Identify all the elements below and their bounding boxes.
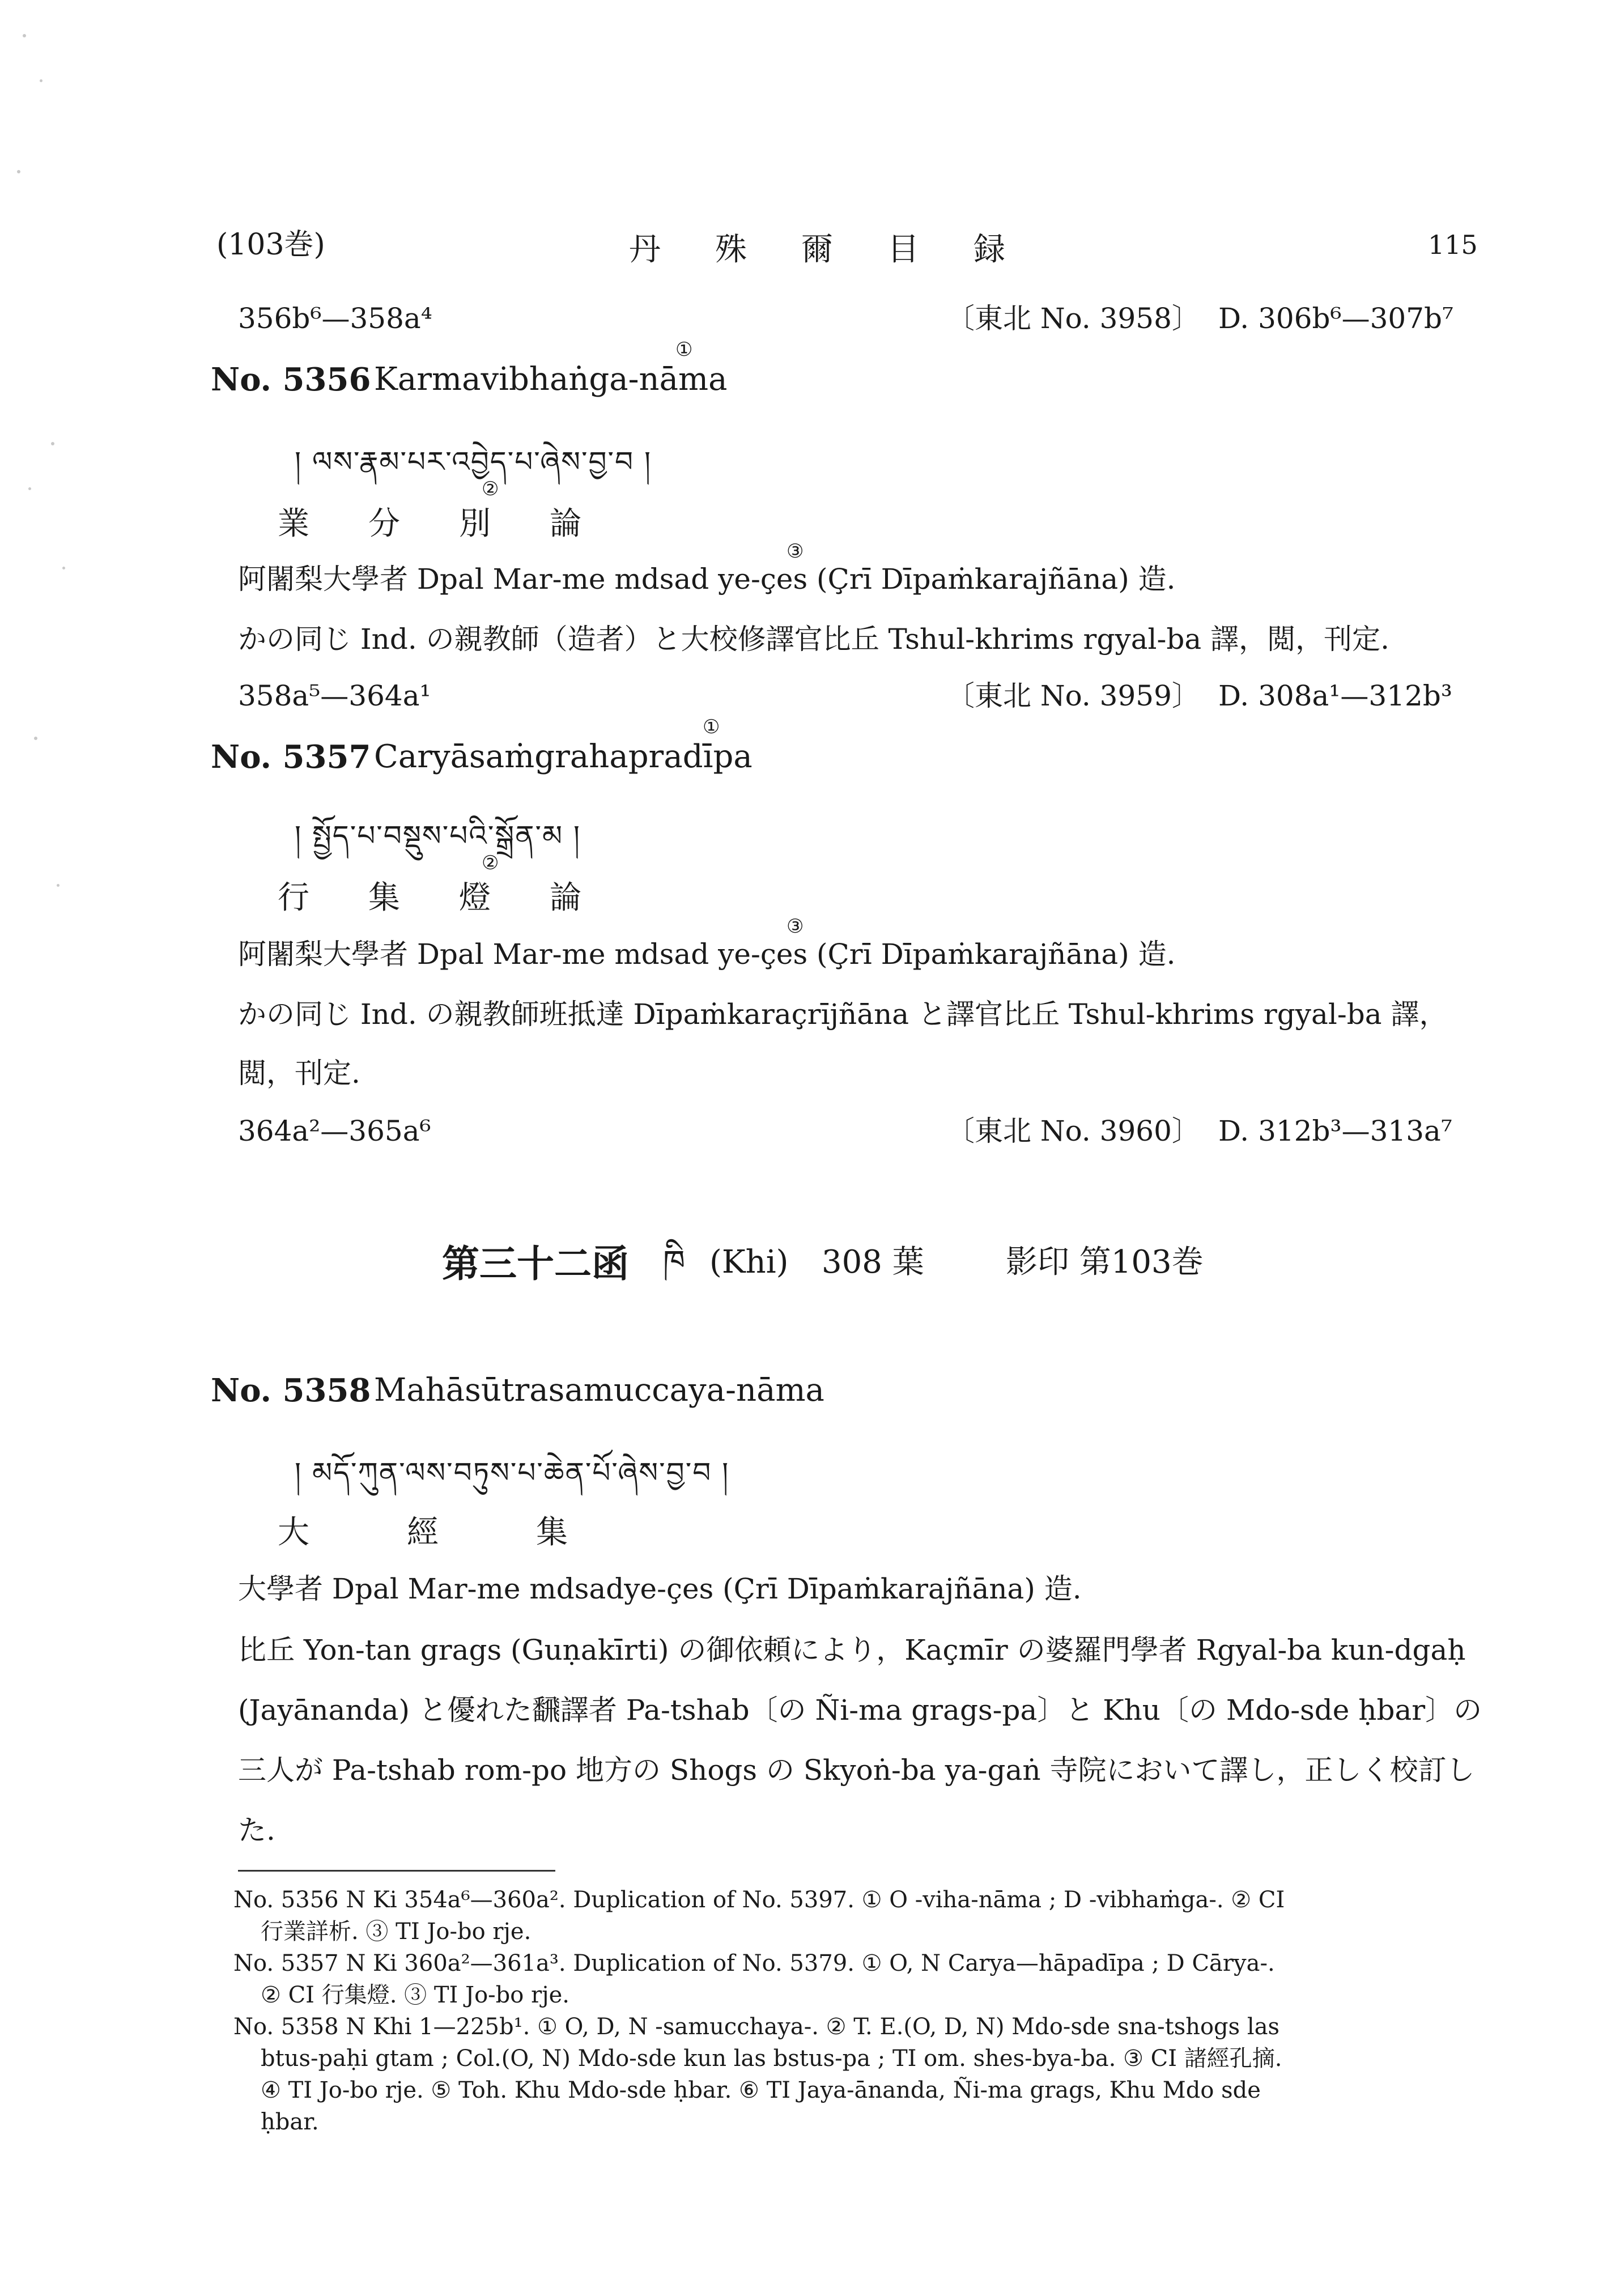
footnote-rule xyxy=(238,1870,555,1872)
header-volume: (103巻) xyxy=(216,228,325,262)
entry-number: No. 5357 xyxy=(211,738,371,776)
footnote-line: ④ TI Jo-bo rje. ⑤ Toh. Khu Mdo-sde ḥbar. ⑥ TI Jaya-ānanda, Ñi-ma grags, Khu Mdo sde xyxy=(261,2077,1261,2103)
author-line: 大學者 Dpal Mar-me mdsadye-çes (Çrī Dīpaṁkarajñāna) 造. xyxy=(238,1572,1082,1605)
tibetan-title: ། མདོ་ཀུན་ལས་བཏུས་པ་ཆེན་པོ་ཞེས་བྱ་བ ། xyxy=(295,1456,730,1489)
author-line: 阿闍梨大學者 Dpal Mar-me mdsad ye-çes (Çrī Dīpaṁkarajñāna) 造. xyxy=(238,563,1176,596)
folio-ref: 358a⁵—364a¹ xyxy=(238,679,431,712)
note-mark: ① xyxy=(703,716,720,738)
note-mark: ② xyxy=(482,852,499,874)
page-number: 115 xyxy=(1428,229,1478,260)
scan-speck xyxy=(62,567,65,569)
note-mark: ③ xyxy=(787,540,804,563)
body-line: 比丘 Yon-tan grags (Guṇakīrti) の御依頼により，Kaçmīr の婆羅門學者 Rgyal-ba kun-dgaḥ xyxy=(238,1634,1466,1666)
chinese-title: 業 分 別 論 xyxy=(278,505,595,542)
footnote-line: No. 5358 N Khi 1—225b¹. ① O, D, N -samucchaya-. ② T. E.(O, D, N) Mdo-sde sna-tshogs las xyxy=(233,2014,1280,2040)
section-heading: 第三十二函 xyxy=(442,1241,629,1286)
section-volume: 影印 第103巻 xyxy=(1006,1244,1204,1281)
folio-ref: 356b⁶—358a⁴ xyxy=(238,302,432,335)
entry-title: Mahāsūtrasamuccaya-nāma xyxy=(374,1372,824,1409)
scan-speck xyxy=(34,737,37,740)
tohoku-ref: 〔東北 No. 3958〕 xyxy=(946,302,1200,335)
scan-speck xyxy=(51,442,54,445)
footnote-line: 行業詳析. ③ TI Jo-bo rje. xyxy=(261,1919,532,1945)
author-line: 阿闍梨大學者 Dpal Mar-me mdsad ye-çes (Çrī Dīpaṁkarajñāna) 造. xyxy=(238,938,1176,971)
chinese-title: 大 經 集 xyxy=(278,1514,579,1551)
tibetan-title: ། ལས་རྣམ་པར་འབྱེད་པ་ཞེས་བྱ་བ ། xyxy=(295,445,652,478)
derge-ref: D. 308a¹—312b³ xyxy=(1218,679,1452,712)
section-letter: (Khi) xyxy=(709,1244,789,1281)
folio-ref: 364a²—365a⁶ xyxy=(238,1115,431,1147)
footnote-line: ḥbar. xyxy=(261,2109,319,2135)
translation-line: かの同じ Ind. の親教師班抵達 Dīpaṁkaraçrījñāna と譯官比丘 Tshul-khrims rgyal-ba 譯， xyxy=(238,998,1448,1031)
tohoku-ref: 〔東北 No. 3960〕 xyxy=(946,1115,1200,1147)
entry-number: No. 5358 xyxy=(211,1372,371,1409)
scan-speck xyxy=(57,884,59,887)
body-line: 三人が Pa-tshab rom-po 地方の Shogs の Skyoṅ-ba ya-gaṅ 寺院において譯し，正しく校訂し xyxy=(238,1754,1475,1787)
footnote-line: ② CI 行集燈. ③ TI Jo-bo rje. xyxy=(261,1982,569,2008)
note-mark: ③ xyxy=(787,915,804,938)
translation-line: 閲，刊定. xyxy=(238,1057,360,1090)
body-line: た. xyxy=(238,1814,275,1847)
derge-ref: D. 312b³—313a⁷ xyxy=(1218,1115,1452,1147)
body-line: (Jayānanda) と優れた飜譯者 Pa-tshab〔の Ñi-ma grags-pa〕と Khu〔の Mdo-sde ḥbar〕の xyxy=(238,1694,1482,1727)
entry-title: Caryāsaṁgrahapradīpa xyxy=(374,738,753,775)
footnote-line: btus-paḥi gtam ; Col.(O, N) Mdo-sde kun las bstus-pa ; TI om. shes-bya-ba. ③ CI 諸經孔摘. xyxy=(261,2046,1282,2072)
header-title: 丹 殊 爾 目 録 xyxy=(629,231,1017,268)
section-tibetan-letter: ཁི xyxy=(663,1244,686,1281)
note-mark: ② xyxy=(482,478,499,500)
entry-number: No. 5356 xyxy=(211,361,371,398)
translation-line: かの同じ Ind. の親教師（造者）と大校修譯官比丘 Tshul-khrims rgyal-ba 譯，閲，刊定. xyxy=(238,623,1390,656)
footnote-line: No. 5357 N Ki 360a²—361a³. Duplication of No. 5379. ① O, N Carya—hāpadīpa ; D Cārya-. xyxy=(233,1950,1275,1976)
tibetan-title: ། སྤྱོད་པ་བསྡུས་པའི་སྒྲོན་མ ། xyxy=(295,819,581,852)
note-mark: ① xyxy=(675,338,693,361)
derge-ref: D. 306b⁶—307b⁷ xyxy=(1218,302,1454,335)
scan-speck xyxy=(17,170,20,173)
footnote-line: No. 5356 N Ki 354a⁶—360a². Duplication of No. 5397. ① O -viha-nāma ; D -vibhaṁga-. ② CI xyxy=(233,1887,1285,1913)
scan-speck xyxy=(23,34,26,37)
scan-speck xyxy=(40,79,42,82)
tohoku-ref: 〔東北 No. 3959〕 xyxy=(946,679,1200,712)
entry-title: Karmavibhaṅga-nāma xyxy=(374,361,728,398)
scan-speck xyxy=(28,487,31,490)
chinese-title: 行 集 燈 論 xyxy=(278,879,595,916)
section-leaves: 308 葉 xyxy=(822,1244,924,1281)
